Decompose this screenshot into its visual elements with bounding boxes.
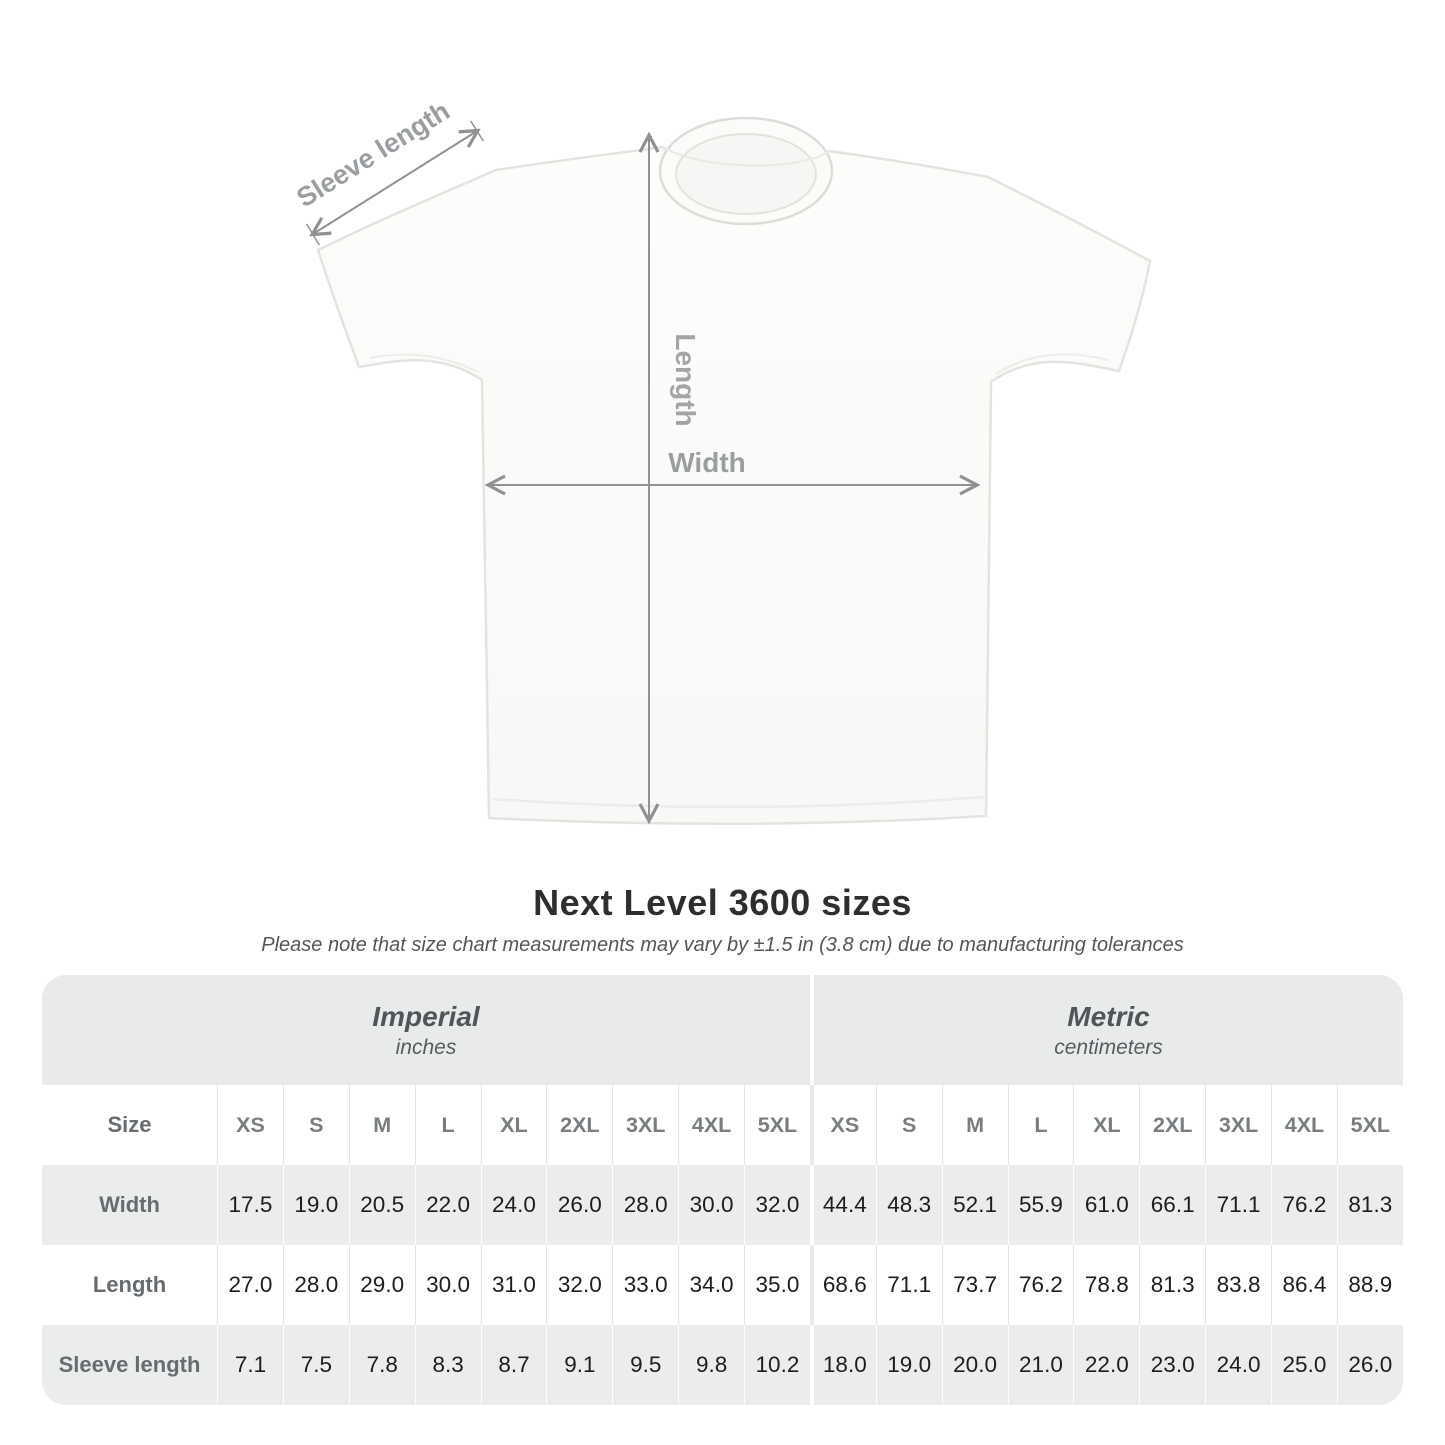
- table-cell: 78.8: [1073, 1245, 1139, 1325]
- table-cell: 20.0: [942, 1325, 1008, 1405]
- table-cell: 81.3: [1139, 1245, 1205, 1325]
- table-cell: 48.3: [876, 1165, 942, 1245]
- size-col-header: S: [283, 1085, 349, 1165]
- imperial-group-title: Imperial: [372, 1000, 480, 1032]
- table-cell: 9.5: [612, 1325, 678, 1405]
- row-label: Sleeve length: [58, 1352, 201, 1377]
- size-col-header: M: [349, 1085, 415, 1165]
- table-cell: 28.0: [612, 1165, 678, 1245]
- table-cell: 66.1: [1139, 1165, 1205, 1245]
- metric-group-title: Metric: [1067, 1000, 1150, 1032]
- sleeve-length-label: Sleeve length: [291, 95, 455, 214]
- size-col-header: 2XL: [546, 1085, 612, 1165]
- table-cell: 23.0: [1139, 1325, 1205, 1405]
- table-cell: 32.0: [546, 1245, 612, 1325]
- table-cell: 28.0: [283, 1245, 349, 1325]
- table-cell: 27.0: [217, 1245, 283, 1325]
- table-cell: 7.8: [349, 1325, 415, 1405]
- table-cell: 76.2: [1008, 1245, 1074, 1325]
- table-cell: 19.0: [876, 1325, 942, 1405]
- table-cell: 9.8: [678, 1325, 744, 1405]
- table-row-length: [42, 1245, 1403, 1325]
- table-cell: 52.1: [942, 1165, 1008, 1245]
- table-cell: 71.1: [1205, 1165, 1271, 1245]
- metric-group-header: [810, 975, 1403, 1085]
- size-col-header: 4XL: [1271, 1085, 1337, 1165]
- table-cell: 7.5: [283, 1325, 349, 1405]
- sleeve-arrow-tick-bottom: [307, 224, 320, 245]
- size-col-header: 3XL: [612, 1085, 678, 1165]
- tolerance-note: Please note that size chart measurements may vary by ±1.5 in (3.8 cm) due to manufacturing tolerances: [261, 934, 1184, 956]
- size-header-label: Size: [107, 1112, 152, 1137]
- table-cell: 35.0: [744, 1245, 810, 1325]
- table-cell: 17.5: [217, 1165, 283, 1245]
- table-cell: 55.9: [1008, 1165, 1074, 1245]
- table-cell: 81.3: [1337, 1165, 1403, 1245]
- table-cell: 8.7: [481, 1325, 547, 1405]
- imperial-group-unit: inches: [395, 1035, 457, 1059]
- size-col-header: XS: [217, 1085, 283, 1165]
- size-col-header: 3XL: [1205, 1085, 1271, 1165]
- table-cell: 30.0: [415, 1245, 481, 1325]
- table-cell: 61.0: [1073, 1165, 1139, 1245]
- size-col-header: XL: [481, 1085, 547, 1165]
- table-row-sleeve-length: [42, 1325, 1403, 1405]
- row-label: Length: [92, 1272, 167, 1297]
- size-col-header: XS: [810, 1085, 876, 1165]
- size-col-header: M: [942, 1085, 1008, 1165]
- size-col-header: 5XL: [1337, 1085, 1403, 1165]
- length-label: Length: [670, 333, 701, 427]
- size-col-header: L: [415, 1085, 481, 1165]
- row-label: Width: [99, 1192, 160, 1217]
- size-header-row: [42, 1085, 1403, 1165]
- size-col-header: 5XL: [744, 1085, 810, 1165]
- table-cell: 88.9: [1337, 1245, 1403, 1325]
- page-title: Next Level 3600 sizes: [533, 882, 912, 923]
- table-cell: 24.0: [481, 1165, 547, 1245]
- table-cell: 22.0: [1073, 1325, 1139, 1405]
- imperial-group-header: [42, 975, 810, 1085]
- table-cell: 83.8: [1205, 1245, 1271, 1325]
- size-col-header: 2XL: [1139, 1085, 1205, 1165]
- table-cell: 20.5: [349, 1165, 415, 1245]
- table-cell: 8.3: [415, 1325, 481, 1405]
- table-cell: 31.0: [481, 1245, 547, 1325]
- table-cell: 68.6: [810, 1245, 876, 1325]
- table-cell: 86.4: [1271, 1245, 1337, 1325]
- table-cell: 71.1: [876, 1245, 942, 1325]
- table-row-width: [42, 1165, 1403, 1245]
- size-col-header: S: [876, 1085, 942, 1165]
- size-col-header: 4XL: [678, 1085, 744, 1165]
- table-cell: 76.2: [1271, 1165, 1337, 1245]
- size-col-header: XL: [1073, 1085, 1139, 1165]
- table-cell: 26.0: [546, 1165, 612, 1245]
- table-cell: 29.0: [349, 1245, 415, 1325]
- table-cell: 25.0: [1271, 1325, 1337, 1405]
- unit-group-header-row: [42, 975, 1403, 1085]
- table-cell: 19.0: [283, 1165, 349, 1245]
- table-cell: 24.0: [1205, 1325, 1271, 1405]
- sleeve-arrow-tick-top: [471, 121, 484, 141]
- size-table: [42, 975, 1403, 1405]
- table-cell: 7.1: [217, 1325, 283, 1405]
- table-cell: 18.0: [810, 1325, 876, 1405]
- width-label: Width: [668, 447, 746, 478]
- table-cell: 30.0: [678, 1165, 744, 1245]
- table-cell: 73.7: [942, 1245, 1008, 1325]
- table-cell: 10.2: [744, 1325, 810, 1405]
- table-cell: 44.4: [810, 1165, 876, 1245]
- table-cell: 21.0: [1008, 1325, 1074, 1405]
- metric-group-unit: centimeters: [1054, 1035, 1163, 1059]
- table-cell: 34.0: [678, 1245, 744, 1325]
- table-cell: 22.0: [415, 1165, 481, 1245]
- table-cell: 32.0: [744, 1165, 810, 1245]
- collar: [660, 118, 832, 224]
- table-cell: 26.0: [1337, 1325, 1403, 1405]
- table-cell: 33.0: [612, 1245, 678, 1325]
- size-col-header: L: [1008, 1085, 1074, 1165]
- table-cell: 9.1: [546, 1325, 612, 1405]
